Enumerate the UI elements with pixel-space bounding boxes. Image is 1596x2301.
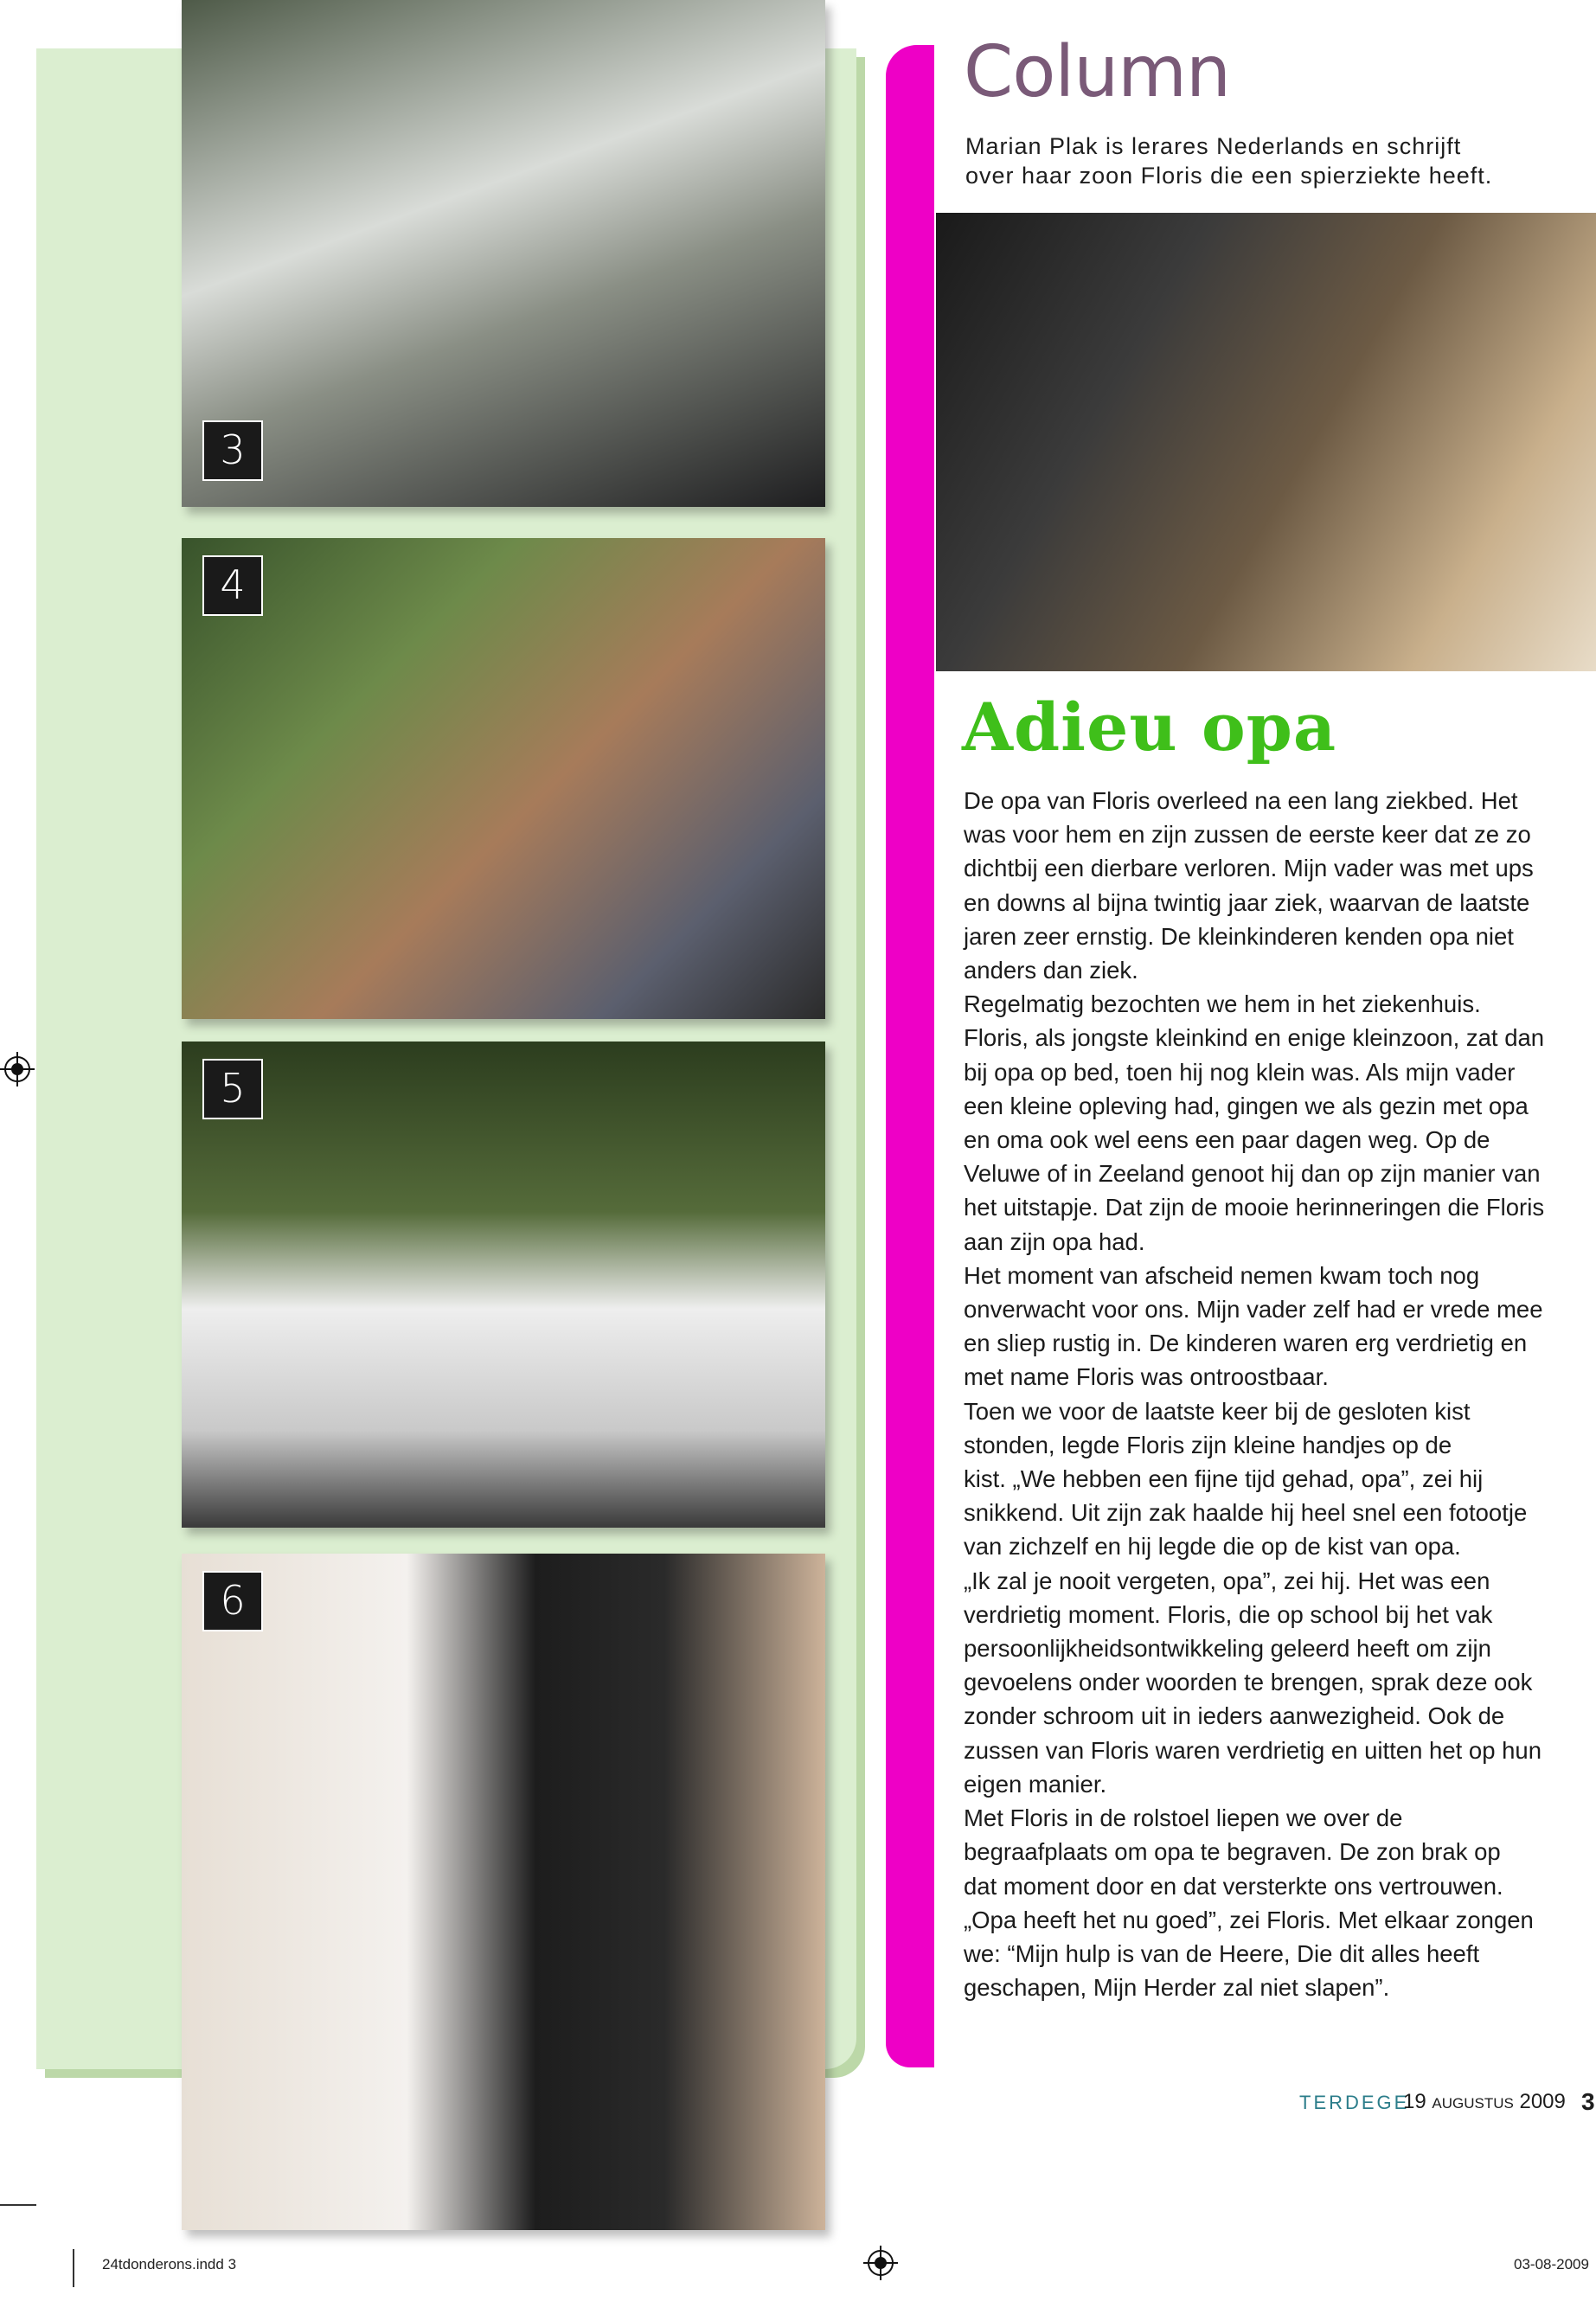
article-line: anders dan ziek. [964,957,1138,984]
article-line: „Opa heeft het nu goed”, zei Floris. Met elkaar zongen [964,1906,1534,1933]
photo-wedding-couple [182,1554,825,2230]
article-line: Floris, als jongste kleinkind en enige kleinzoon, zat dan [964,1024,1545,1052]
article-line: onverwacht voor ons. Mijn vader zelf had er vrede mee [964,1296,1543,1324]
article-line: snikkend. Uit zijn zak haalde hij heel snel een fotootje [964,1499,1528,1527]
footer-date: 19 augustus 2009 [1403,2090,1566,2113]
article-line: zussen van Floris waren verdrietig en uitten het op hun [964,1736,1542,1764]
photo-grandfather-with-stroller [182,0,825,507]
article-line: was voor hem en zijn zussen de eerste keer dat ze zo [964,821,1531,849]
article-line: persoonlijkheidsontwikkeling geleerd heeft om zijn [964,1635,1491,1663]
photo-number-badge: 6 [202,1571,263,1631]
photo-grandchildren-group [182,538,825,1019]
article-line: Met Floris in de rolstoel liepen we over de [964,1804,1403,1832]
article-line: Toen we voor de laatste keer bij de gesloten kist [964,1397,1471,1425]
article-line: dat moment door en dat versterkte ons vertrouwen. [964,1872,1503,1900]
registration-mark-icon [863,2246,898,2280]
article-line: van zichzelf en hij legde die op de kist van opa. [964,1533,1461,1561]
article-line: aan zijn opa had. [964,1227,1145,1255]
article-line: stonden, legde Floris zijn kleine handjes op de [964,1431,1452,1458]
article-line: begraafplaats om opa te begraven. De zon brak op [964,1838,1501,1866]
photo-number-badge: 5 [202,1059,263,1119]
photo-boy-at-piano [936,213,1596,671]
article-line: zonder schroom uit in ieders aanwezigheid. Ook de [964,1702,1505,1730]
article-line: De opa van Floris overleed na een lang ziekbed. Het [964,787,1518,814]
article-line: bij opa op bed, toen hij nog klein was. Als mijn vader [964,1058,1516,1086]
photo-number-badge: 4 [202,555,263,616]
article-line: en downs al bijna twintig jaar ziek, waarvan de laatste [964,888,1530,916]
footer-magazine-name: TERDEGE [1299,2092,1410,2113]
print-slug-date: 03-08-2009 [1514,2256,1589,2272]
column-intro [965,131,1571,190]
article-line: en sliep rustig in. De kinderen waren erg verdrietig en [964,1330,1528,1357]
article-line: jaren zeer ernstig. De kleinkinderen kenden opa niet [964,922,1514,950]
article-body [964,784,1569,2004]
article-line: verdrietig moment. Floris, die op school bij het vak [964,1600,1493,1628]
column-heading: Column [964,31,1231,113]
article-title: Adieu opa [962,689,1337,766]
article-line: Veluwe of in Zeeland genoot hij dan op zijn manier van [964,1160,1541,1188]
photo-four-women [182,1042,825,1528]
intro-line: Marian Plak is lerares Nederlands en schrijft [965,133,1462,159]
article-line: we: “Mijn hulp is van de Heere, Die dit alles heeft [964,1939,1480,1967]
photo-number-badge: 3 [202,420,263,481]
article-line: dichtbij een dierbare verloren. Mijn vader was met ups [964,855,1534,882]
article-line: met name Floris was ontroostbaar. [964,1363,1329,1391]
article-line: een kleine opleving had, gingen we als gezin met opa [964,1092,1529,1119]
registration-mark-icon [0,1052,35,1086]
article-line: Het moment van afscheid nemen kwam toch nog [964,1261,1480,1289]
article-line: „Ik zal je nooit vergeten, opa”, zei hij. Het was een [964,1567,1490,1594]
intro-line: over haar zoon Floris die een spierziekte heeft. [965,163,1493,189]
article-line: en oma ook wel eens een paar dagen weg. Op de [964,1126,1490,1154]
page-number: 3 [1581,2088,1595,2115]
crop-mark [73,2249,74,2287]
article-line: geschapen, Mijn Herder zal niet slapen”. [964,1974,1390,2002]
article-line: Regelmatig bezochten we hem in het ziekenhuis. [964,990,1481,1018]
crop-mark [0,2204,36,2206]
article-line: het uitstapje. Dat zijn de mooie herinneringen die Floris [964,1194,1545,1221]
article-line: kist. „We hebben een fijne tijd gehad, opa”, zei hij [964,1465,1484,1493]
article-line: gevoelens onder woorden te brengen, sprak deze ook [964,1669,1533,1696]
print-slug-filename: 24tdonderons.indd 3 [102,2256,237,2272]
article-line: eigen manier. [964,1770,1107,1798]
magenta-accent-bar [886,45,934,2067]
